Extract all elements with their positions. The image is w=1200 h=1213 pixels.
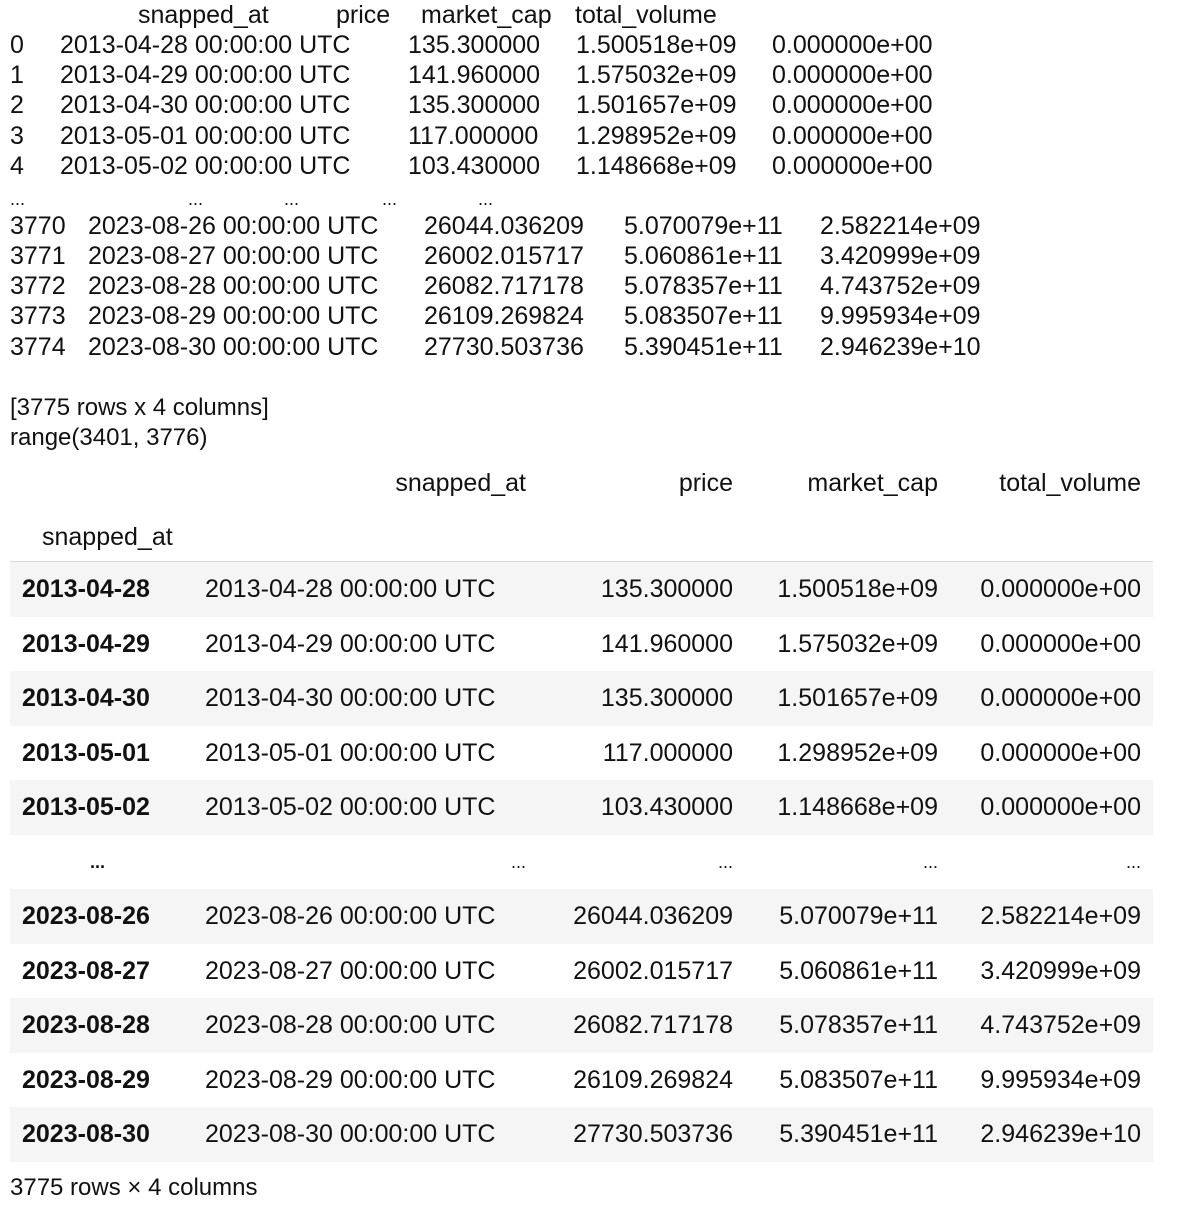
print-index: 3773 bbox=[10, 302, 66, 330]
print-total-volume: 9.995934e+09 bbox=[820, 302, 981, 330]
print-total-volume: 0.000000e+00 bbox=[772, 122, 933, 150]
print-row bbox=[10, 151, 933, 181]
cell-price: 117.000000 bbox=[602, 738, 733, 767]
print-snapped-at: 2013-05-02 00:00:00 UTC bbox=[60, 152, 351, 180]
print-market-cap: 1.575032e+09 bbox=[576, 61, 737, 89]
cell-market-cap: 5.078357e+11 bbox=[779, 1011, 938, 1039]
print-price: 27730.503736 bbox=[424, 333, 584, 361]
row-index: 2023-08-28 bbox=[22, 1011, 150, 1039]
cell-price: 26109.269824 bbox=[573, 1065, 733, 1094]
print-row bbox=[10, 332, 981, 362]
cell-snapped-at: 2013-04-28 00:00:00 UTC bbox=[205, 575, 496, 603]
row-index: 2023-08-29 bbox=[22, 1065, 150, 1094]
ellipsis-row bbox=[10, 835, 1153, 890]
cell-price: 26002.015717 bbox=[573, 956, 733, 985]
table-row bbox=[10, 671, 1153, 726]
print-total-volume: 4.743752e+09 bbox=[820, 272, 981, 300]
cell-snapped-at: 2023-08-28 00:00:00 UTC bbox=[205, 1011, 496, 1039]
row-index: 2023-08-30 bbox=[22, 1120, 150, 1148]
table-row bbox=[10, 944, 1153, 999]
print-row bbox=[10, 241, 981, 271]
print-ellipsis: ... bbox=[284, 189, 300, 209]
print-row bbox=[10, 271, 981, 301]
cell-snapped-at: 2013-05-01 00:00:00 UTC bbox=[205, 738, 496, 767]
print-total-volume: 0.000000e+00 bbox=[772, 91, 933, 119]
cell-total-volume: ... bbox=[1125, 851, 1141, 872]
row-index: ... bbox=[90, 851, 106, 872]
cell-price: 135.300000 bbox=[600, 684, 733, 712]
print-snapped-at: 2013-04-30 00:00:00 UTC bbox=[60, 91, 351, 119]
print-index: 3774 bbox=[10, 333, 66, 361]
print-market-cap: 1.501657e+09 bbox=[576, 91, 737, 119]
print-row bbox=[10, 301, 981, 331]
print-price: 26044.036209 bbox=[424, 212, 584, 240]
print-index: 3772 bbox=[10, 272, 66, 300]
shape-text: [3775 rows x 4 columns] bbox=[10, 394, 269, 421]
cell-total-volume: 0.000000e+00 bbox=[980, 793, 1141, 821]
print-row bbox=[10, 211, 981, 241]
cell-snapped-at: 2023-08-29 00:00:00 UTC bbox=[205, 1065, 496, 1094]
print-header-market-cap: market_cap bbox=[421, 1, 552, 29]
column-header-price: price bbox=[678, 469, 733, 497]
print-header bbox=[10, 0, 717, 30]
column-header-market-cap: market_cap bbox=[807, 469, 938, 497]
cell-price: 141.960000 bbox=[600, 629, 733, 658]
cell-price: 26082.717178 bbox=[573, 1011, 733, 1039]
print-total-volume: 0.000000e+00 bbox=[772, 61, 933, 89]
print-index: 0 bbox=[10, 31, 24, 59]
print-price: 26109.269824 bbox=[424, 302, 584, 330]
print-market-cap: 5.083507e+11 bbox=[624, 302, 783, 330]
cell-market-cap: 1.500518e+09 bbox=[777, 575, 938, 603]
table-row bbox=[10, 1053, 1153, 1108]
cell-market-cap: 5.060861e+11 bbox=[779, 956, 938, 985]
print-index: 3771 bbox=[10, 242, 66, 270]
cell-total-volume: 0.000000e+00 bbox=[980, 738, 1141, 767]
cell-total-volume: 9.995934e+09 bbox=[980, 1065, 1141, 1094]
print-snapped-at: 2023-08-27 00:00:00 UTC bbox=[88, 242, 379, 270]
cell-price: 26044.036209 bbox=[573, 902, 733, 930]
cell-market-cap: 5.083507e+11 bbox=[779, 1065, 938, 1094]
print-market-cap: 1.298952e+09 bbox=[576, 122, 737, 150]
cell-total-volume: 0.000000e+00 bbox=[980, 684, 1141, 712]
print-total-volume: 2.582214e+09 bbox=[820, 212, 981, 240]
cell-snapped-at: 2023-08-27 00:00:00 UTC bbox=[205, 956, 496, 985]
cell-total-volume: 2.582214e+09 bbox=[980, 902, 1141, 930]
print-total-volume: 3.420999e+09 bbox=[820, 242, 981, 270]
row-index: 2023-08-26 bbox=[22, 902, 150, 930]
print-total-volume: 2.946239e+10 bbox=[820, 333, 981, 361]
print-snapped-at: 2013-05-01 00:00:00 UTC bbox=[60, 122, 351, 150]
cell-market-cap: 1.298952e+09 bbox=[777, 738, 938, 767]
print-price: 117.000000 bbox=[408, 122, 539, 150]
print-ellipsis: ... bbox=[10, 189, 26, 209]
print-index: 4 bbox=[10, 152, 24, 180]
cell-snapped-at: 2023-08-26 00:00:00 UTC bbox=[205, 902, 496, 930]
cell-snapped-at: ... bbox=[510, 851, 526, 872]
print-market-cap: 1.148668e+09 bbox=[576, 152, 737, 180]
print-header-total-volume: total_volume bbox=[575, 1, 717, 29]
print-ellipsis: ... bbox=[188, 189, 204, 209]
dataframe-footer: 3775 rows × 4 columns bbox=[10, 1174, 258, 1201]
print-index: 3 bbox=[10, 122, 24, 150]
cell-market-cap: 1.148668e+09 bbox=[777, 793, 938, 821]
print-total-volume: 0.000000e+00 bbox=[772, 31, 933, 59]
table-row bbox=[10, 562, 1153, 617]
print-price: 26002.015717 bbox=[424, 242, 584, 270]
cell-total-volume: 4.743752e+09 bbox=[980, 1011, 1141, 1039]
print-total-volume: 0.000000e+00 bbox=[772, 152, 933, 180]
index-name-row bbox=[10, 517, 1153, 557]
cell-total-volume: 0.000000e+00 bbox=[980, 575, 1141, 603]
print-market-cap: 5.390451e+11 bbox=[624, 333, 783, 361]
table-row bbox=[10, 889, 1153, 944]
cell-market-cap: ... bbox=[922, 851, 938, 872]
cell-price: 103.430000 bbox=[600, 793, 733, 821]
print-snapped-at: 2023-08-29 00:00:00 UTC bbox=[88, 302, 379, 330]
print-row bbox=[10, 60, 933, 90]
cell-snapped-at: 2013-04-30 00:00:00 UTC bbox=[205, 684, 496, 712]
print-index: 3770 bbox=[10, 212, 66, 240]
cell-total-volume: 3.420999e+09 bbox=[980, 956, 1141, 985]
table-row bbox=[10, 726, 1153, 781]
print-header-price: price bbox=[336, 1, 391, 29]
table-header-row bbox=[10, 463, 1153, 503]
table-row bbox=[10, 1107, 1153, 1162]
print-snapped-at: 2013-04-28 00:00:00 UTC bbox=[60, 31, 351, 59]
print-header-snapped-at: snapped_at bbox=[138, 1, 269, 29]
print-snapped-at: 2023-08-28 00:00:00 UTC bbox=[88, 272, 379, 300]
print-price: 26082.717178 bbox=[424, 272, 584, 300]
print-ellipsis: ... bbox=[478, 189, 494, 209]
table-row bbox=[10, 998, 1153, 1053]
cell-price: ... bbox=[717, 851, 733, 872]
row-index: 2013-04-28 bbox=[22, 575, 150, 603]
print-price: 135.300000 bbox=[408, 91, 541, 119]
table-row bbox=[10, 617, 1153, 672]
print-ellipsis: ... bbox=[382, 189, 398, 209]
row-index: 2013-04-29 bbox=[22, 629, 150, 658]
cell-snapped-at: 2013-04-29 00:00:00 UTC bbox=[205, 629, 496, 658]
print-ellipsis-row bbox=[10, 184, 494, 214]
cell-market-cap: 1.501657e+09 bbox=[777, 684, 938, 712]
print-snapped-at: 2023-08-26 00:00:00 UTC bbox=[88, 212, 379, 240]
cell-snapped-at: 2023-08-30 00:00:00 UTC bbox=[205, 1120, 496, 1148]
print-price: 135.300000 bbox=[408, 31, 541, 59]
print-price: 141.960000 bbox=[408, 61, 541, 89]
row-index: 2013-04-30 bbox=[22, 684, 150, 712]
print-price: 103.430000 bbox=[408, 152, 541, 180]
table-row bbox=[10, 780, 1153, 835]
column-header-snapped-at: snapped_at bbox=[395, 469, 526, 497]
print-row bbox=[10, 90, 933, 120]
cell-total-volume: 0.000000e+00 bbox=[980, 629, 1141, 658]
print-row bbox=[10, 121, 933, 151]
print-market-cap: 1.500518e+09 bbox=[576, 31, 737, 59]
print-market-cap: 5.060861e+11 bbox=[624, 242, 783, 270]
index-name: snapped_at bbox=[42, 523, 173, 551]
row-index: 2023-08-27 bbox=[22, 956, 150, 985]
cell-total-volume: 2.946239e+10 bbox=[980, 1120, 1141, 1148]
print-snapped-at: 2013-04-29 00:00:00 UTC bbox=[60, 61, 351, 89]
print-snapped-at: 2023-08-30 00:00:00 UTC bbox=[88, 333, 379, 361]
cell-market-cap: 5.390451e+11 bbox=[779, 1120, 938, 1148]
print-market-cap: 5.078357e+11 bbox=[624, 272, 783, 300]
cell-price: 135.300000 bbox=[600, 575, 733, 603]
print-index: 1 bbox=[10, 61, 24, 89]
cell-snapped-at: 2013-05-02 00:00:00 UTC bbox=[205, 793, 496, 821]
row-index: 2013-05-02 bbox=[22, 793, 150, 821]
column-header-total-volume: total_volume bbox=[999, 469, 1141, 497]
print-market-cap: 5.070079e+11 bbox=[624, 212, 783, 240]
range-text: range(3401, 3776) bbox=[10, 424, 208, 451]
print-row bbox=[10, 30, 933, 60]
print-index: 2 bbox=[10, 91, 24, 119]
cell-market-cap: 5.070079e+11 bbox=[779, 902, 938, 930]
cell-market-cap: 1.575032e+09 bbox=[777, 629, 938, 658]
cell-price: 27730.503736 bbox=[573, 1120, 733, 1148]
row-index: 2013-05-01 bbox=[22, 738, 150, 767]
